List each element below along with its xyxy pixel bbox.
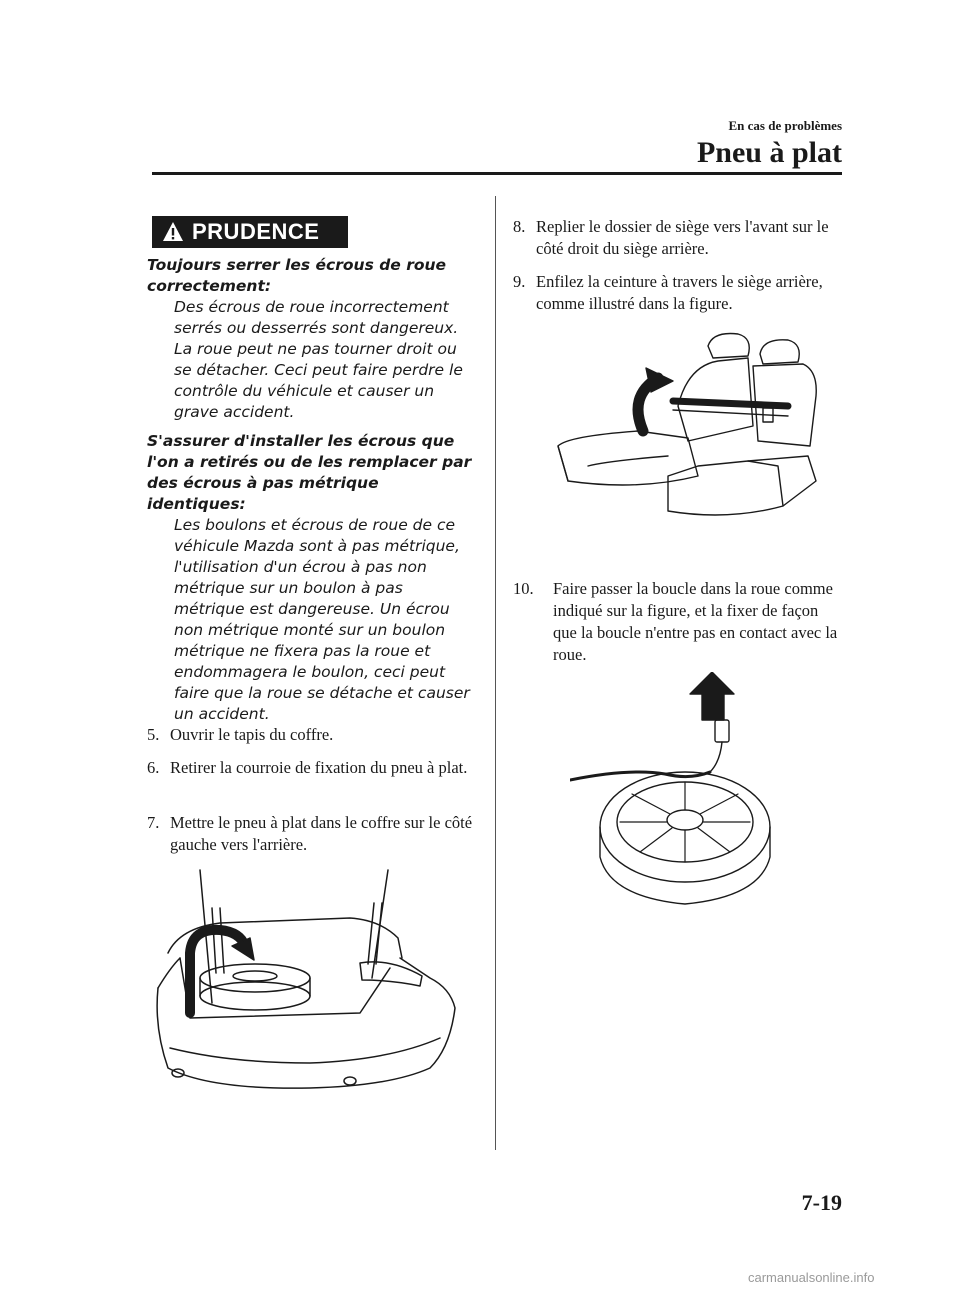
step-item [513,271,843,315]
step-item [147,724,477,746]
trunk-spare-tire-illustration [150,868,475,1098]
warning-heading: Toujours serrer les écrous de roue correctement: [147,256,447,295]
step-item [147,812,477,856]
warning-icon [162,221,184,243]
section-heading: En cas de problèmes [728,118,842,133]
step-item [513,216,843,260]
caution-banner [152,216,348,248]
header-divider [152,172,842,175]
step-number: 5. [147,725,160,744]
column-divider [495,196,496,1150]
step-number: 8. [513,217,526,236]
page-title: Pneu à plat [696,136,842,169]
step-number: 9. [513,272,526,291]
step-item [513,578,843,666]
step-text: Faire passer la boucle dans la roue comme indiqué sur la figure, et la fixer de façon que la boucle n'entre pas en contact avec la roue. [553,579,838,664]
caution-warning [147,431,477,725]
watermark-text: carmanualsonline.info [748,1270,875,1285]
warning-body: Les boulons et écrous de roue de ce véhicule Mazda sont à pas métrique, l'utilisation d'un écrou à pas non métrique sur un boulon à pas métrique est dangereuse. Un écrou non métrique monté sur un boulon métrique ne fixera pas la roue et endommagera le boulon, ceci peut faire que la roue se détache et causer un accident. [174,516,470,723]
step-text: Enfilez la ceinture à travers le siège arrière, comme illustré dans la figure. [536,272,823,313]
caution-label: PRUDENCE [192,219,320,244]
step-text: Retirer la courroie de fixation du pneu à plat. [170,758,468,777]
rear-seat-belt-illustration [548,326,828,526]
step-number: 7. [147,813,160,832]
step-item [147,757,477,779]
warning-body: Des écrous de roue incorrectement serrés ou desserrés sont dangereux. La roue peut ne pas tourner droit ou se détacher. Ceci peut faire perdre le contrôle du véhicule et causer un grave accident. [174,298,463,421]
step-number: 10. [513,579,534,598]
step-text: Ouvrir le tapis du coffre. [170,725,334,744]
caution-warning [147,255,477,423]
spare-wheel-buckle-illustration [570,672,820,912]
warning-heading: S'assurer d'installer les écrous que l'on a retirés ou de les remplacer par des écrous à pas métrique identiques: [147,432,472,513]
page-number: 7-19 [801,1190,842,1215]
step-text: Replier le dossier de siège vers l'avant sur le côté droit du siège arrière. [536,217,829,258]
step-text: Mettre le pneu à plat dans le coffre sur le côté gauche vers l'arrière. [170,813,473,854]
step-number: 6. [147,758,160,777]
